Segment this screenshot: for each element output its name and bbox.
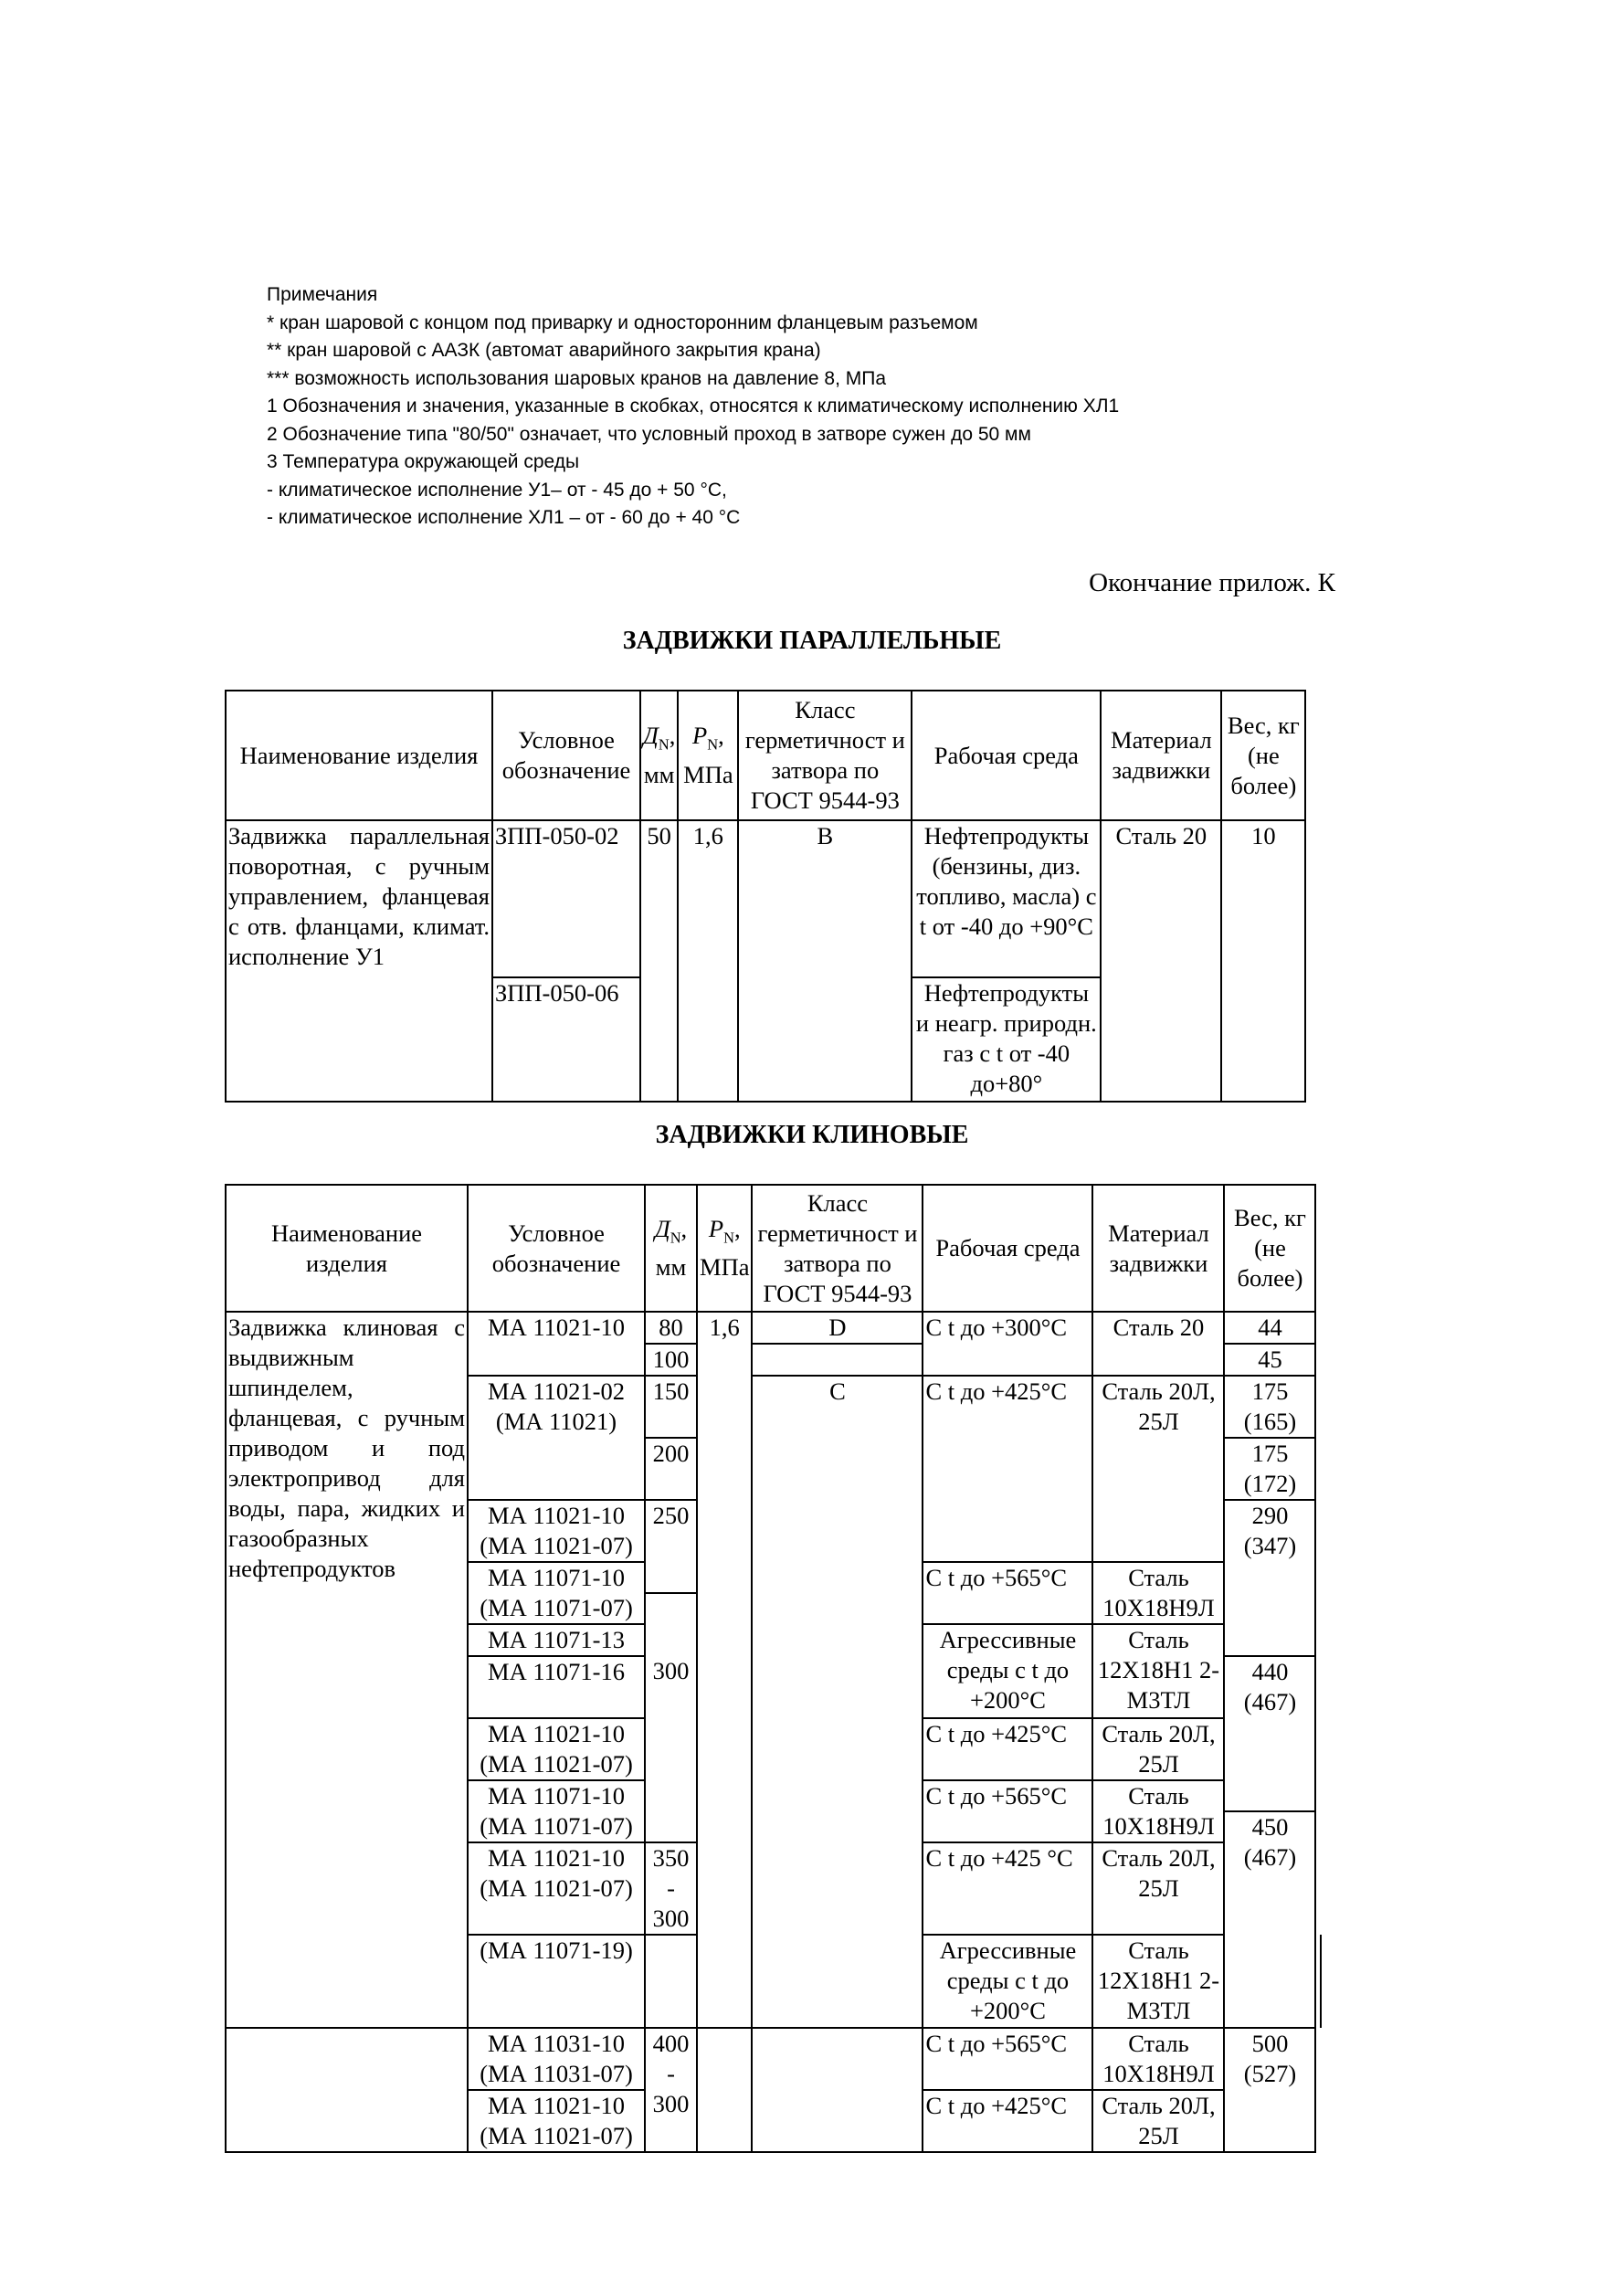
note-line: 3 Температура окружающей среды bbox=[267, 451, 580, 472]
medium-cell: С t до +425 °С bbox=[923, 1842, 1092, 1935]
material-cell: Сталь 20Л, 25Л bbox=[1092, 1718, 1224, 1780]
dn-value: 400 bbox=[652, 2030, 690, 2057]
designation-cell: МА 11021-10 (МА 11021-07) bbox=[468, 1718, 645, 1780]
weight-cell: 440 (467) bbox=[1224, 1656, 1315, 1811]
notes-block bbox=[267, 281, 1317, 533]
weight-cell: 500 (527) bbox=[1224, 2028, 1315, 2152]
wedge-table bbox=[225, 1184, 1322, 2153]
material-cell: Сталь 12Х18Н1 2-М3ТЛ bbox=[1092, 1624, 1224, 1718]
material-cell: Сталь 10Х18Н9Л bbox=[1092, 2028, 1224, 2090]
dn-dash: - bbox=[667, 2060, 675, 2087]
pn-cell: 1,6 bbox=[678, 820, 738, 1102]
medium-cell: С t до +300°С bbox=[923, 1312, 1092, 1376]
weight-cell: 175 (165) bbox=[1224, 1376, 1315, 1438]
medium-cell: С t до +565°С bbox=[923, 1562, 1092, 1624]
dn-cell bbox=[645, 1593, 697, 1624]
wedge-title: ЗАДВИЖКИ КЛИНОВЫЕ bbox=[655, 1121, 969, 1149]
weight-cell: 44 bbox=[1224, 1312, 1315, 1344]
medium-cell: Нефтепродукты и неагр. природн. газ с t от -40 до+80° bbox=[912, 977, 1101, 1102]
material-cell: Сталь 20 bbox=[1101, 820, 1221, 1102]
header-weight: Вес, кг (не более) bbox=[1221, 691, 1305, 820]
dn-cell: 150 bbox=[645, 1376, 697, 1438]
designation-cell: МА 11031-10 (МА 11031-07) bbox=[468, 2028, 645, 2090]
medium-cell: С t до +425°С bbox=[923, 1376, 1092, 1562]
header-medium: Рабочая среда bbox=[923, 1185, 1092, 1312]
designation-cell: МА 11071-13 bbox=[468, 1624, 645, 1656]
medium-cell: Нефтепродукты (бензины, диз. топливо, масла) с t от -40 до +90°С bbox=[912, 820, 1101, 977]
dn-cell bbox=[645, 2028, 697, 2152]
header-pn bbox=[697, 1185, 752, 1312]
dn-cell bbox=[645, 1842, 697, 1935]
table-row bbox=[226, 820, 1305, 977]
dn-value: 300 bbox=[652, 2090, 690, 2117]
dn-symbol: Д bbox=[643, 722, 659, 750]
pn-unit: , МПа bbox=[683, 722, 733, 788]
weight-cell: 10 bbox=[1221, 820, 1305, 1102]
note-line: ** кран шаровой с ААЗК (автомат аварийного закрытия крана) bbox=[267, 340, 821, 361]
dn-cell bbox=[645, 1935, 697, 2028]
notes-heading: Примечания bbox=[267, 284, 378, 305]
note-line: *** возможность использования шаровых кранов на давление 8, МПа bbox=[267, 367, 887, 389]
header-material: Материал задвижки bbox=[1092, 1185, 1224, 1312]
weight-cell bbox=[1315, 1935, 1321, 2028]
header-class: Класс герметичност и затвора по ГОСТ 9544-93 bbox=[738, 691, 912, 820]
class-cell-continued bbox=[752, 2028, 923, 2152]
product-name: Задвижка клиновая с выдвижным шпинделем, фланцевая, с ручным приводом и под электропривод для воды, пара, жидких и газообразных нефтепродуктов bbox=[226, 1312, 468, 2028]
material-cell: Сталь 10Х18Н9Л bbox=[1092, 1780, 1224, 1842]
designation-cell: МА 11071-10 (МА 11071-07) bbox=[468, 1562, 645, 1624]
header-designation: Условное обозначение bbox=[492, 691, 640, 820]
class-cell: B bbox=[738, 820, 912, 1102]
weight-cell: 450 (467) bbox=[1224, 1811, 1315, 2028]
table-row bbox=[226, 1312, 1321, 1344]
header-row bbox=[226, 691, 1305, 820]
header-name: Наименование изделия bbox=[226, 1185, 468, 1312]
header-class: Класс герметичност и затвора по ГОСТ 9544-93 bbox=[752, 1185, 923, 1312]
designation-cell: (МА 11071-19) bbox=[468, 1935, 645, 2028]
designation-cell: МА 11021-10 (МА 11021-07) bbox=[468, 1500, 645, 1562]
dn-cell: 100 bbox=[645, 1344, 697, 1376]
header-pn bbox=[678, 691, 738, 820]
pn-unit: , МПа bbox=[700, 1214, 750, 1282]
weight-cell: 175 (172) bbox=[1224, 1438, 1315, 1500]
header-name: Наименование изделия bbox=[226, 691, 492, 820]
weight-cell: 45 bbox=[1224, 1344, 1315, 1376]
material-cell: Сталь 12Х18Н1 2-М3ТЛ bbox=[1092, 1935, 1224, 2028]
dn-cell: 250 bbox=[645, 1500, 697, 1593]
medium-cell: Агрессивные среды с t до +200°С bbox=[923, 1935, 1092, 2028]
pn-symbol: P bbox=[708, 1214, 724, 1242]
designation-cell: МА 11021-02 (МА 11021) bbox=[468, 1376, 645, 1500]
designation-cell: ЗПП-050-02 bbox=[492, 820, 640, 977]
header-row bbox=[226, 1185, 1321, 1312]
designation-cell: МА 11021-10 (МА 11021-07) bbox=[468, 1842, 645, 1935]
designation-cell: МА 11021-10 (МА 11021-07) bbox=[468, 2090, 645, 2152]
medium-cell: С t до +425°С bbox=[923, 1718, 1092, 1780]
dn-cell: 300 bbox=[645, 1656, 697, 1842]
medium-cell: С t до +565°С bbox=[923, 2028, 1092, 2090]
dn-cell bbox=[645, 1624, 697, 1656]
dn-dash: - bbox=[667, 1874, 675, 1902]
class-cell bbox=[752, 1344, 923, 1376]
material-cell: Сталь 10Х18Н9Л bbox=[1092, 1562, 1224, 1624]
continuation-label: Окончание прилож. К bbox=[1089, 568, 1335, 597]
header-dn bbox=[645, 1185, 697, 1312]
pn-subscript: N bbox=[707, 735, 719, 754]
designation-cell: МА 11021-10 bbox=[468, 1312, 645, 1376]
material-cell: Сталь 20Л, 25Л bbox=[1092, 1842, 1224, 1935]
note-line: 1 Обозначения и значения, указанные в скобках, относятся к климатическому исполнению ХЛ1 bbox=[267, 396, 1120, 417]
dn-unit: , мм bbox=[655, 1214, 688, 1282]
designation-cell: МА 11071-10 (МА 11071-07) bbox=[468, 1780, 645, 1842]
header-weight: Вес, кг (не более) bbox=[1224, 1185, 1315, 1312]
note-line: - климатическое исполнение У1– от - 45 до + 50 °С, bbox=[267, 479, 727, 501]
designation-cell: МА 11071-16 bbox=[468, 1656, 645, 1718]
medium-cell: С t до +565°С bbox=[923, 1780, 1092, 1842]
header-medium: Рабочая среда bbox=[912, 691, 1101, 820]
product-name-continued bbox=[226, 2028, 468, 2152]
medium-cell: Агрессивные среды с t до +200°С bbox=[923, 1624, 1092, 1718]
note-line: 2 Обозначение типа "80/50" означает, что условный проход в затворе сужен до 50 мм bbox=[267, 423, 1031, 445]
pn-cell-continued bbox=[697, 2028, 752, 2152]
table-row bbox=[226, 2028, 1321, 2090]
pn-subscript: N bbox=[723, 1229, 734, 1247]
dn-cell: 80 bbox=[645, 1312, 697, 1344]
medium-cell: С t до +425°С bbox=[923, 2090, 1092, 2152]
dn-subscript: N bbox=[670, 1229, 681, 1247]
header-dn bbox=[640, 691, 678, 820]
parallel-title: ЗАДВИЖКИ ПАРАЛЛЕЛЬНЫЕ bbox=[622, 627, 1002, 655]
dn-cell: 50 bbox=[640, 820, 678, 1102]
header-material: Материал задвижки bbox=[1101, 691, 1221, 820]
dn-subscript: N bbox=[658, 735, 670, 754]
dn-cell: 200 bbox=[645, 1438, 697, 1500]
pn-cell: 1,6 bbox=[697, 1312, 752, 2028]
designation-cell: ЗПП-050-06 bbox=[492, 977, 640, 1102]
dn-unit: , мм bbox=[643, 722, 676, 788]
product-name: Задвижка параллельная поворотная, с ручным управлением, фланцевая с отв. фланцами, климат. исполнение У1 bbox=[226, 820, 492, 1102]
dn-value: 350 bbox=[652, 1844, 690, 1872]
header-designation: Условное обозначение bbox=[468, 1185, 645, 1312]
dn-symbol: Д bbox=[654, 1214, 670, 1242]
material-cell: Сталь 20 bbox=[1092, 1312, 1224, 1376]
note-line: * кран шаровой с концом под приварку и односторонним фланцевым разъемом bbox=[267, 311, 978, 333]
pn-symbol: P bbox=[692, 722, 708, 750]
dn-value: 300 bbox=[652, 1905, 690, 1932]
note-line: - климатическое исполнение ХЛ1 – от - 60 до + 40 °С bbox=[267, 507, 741, 528]
parallel-table bbox=[225, 690, 1306, 1103]
material-cell: Сталь 20Л, 25Л bbox=[1092, 1376, 1224, 1562]
material-cell: Сталь 20Л, 25Л bbox=[1092, 2090, 1224, 2152]
class-cell: D bbox=[752, 1312, 923, 1344]
class-cell: C bbox=[752, 1376, 923, 2028]
weight-cell: 290 (347) bbox=[1224, 1500, 1315, 1656]
